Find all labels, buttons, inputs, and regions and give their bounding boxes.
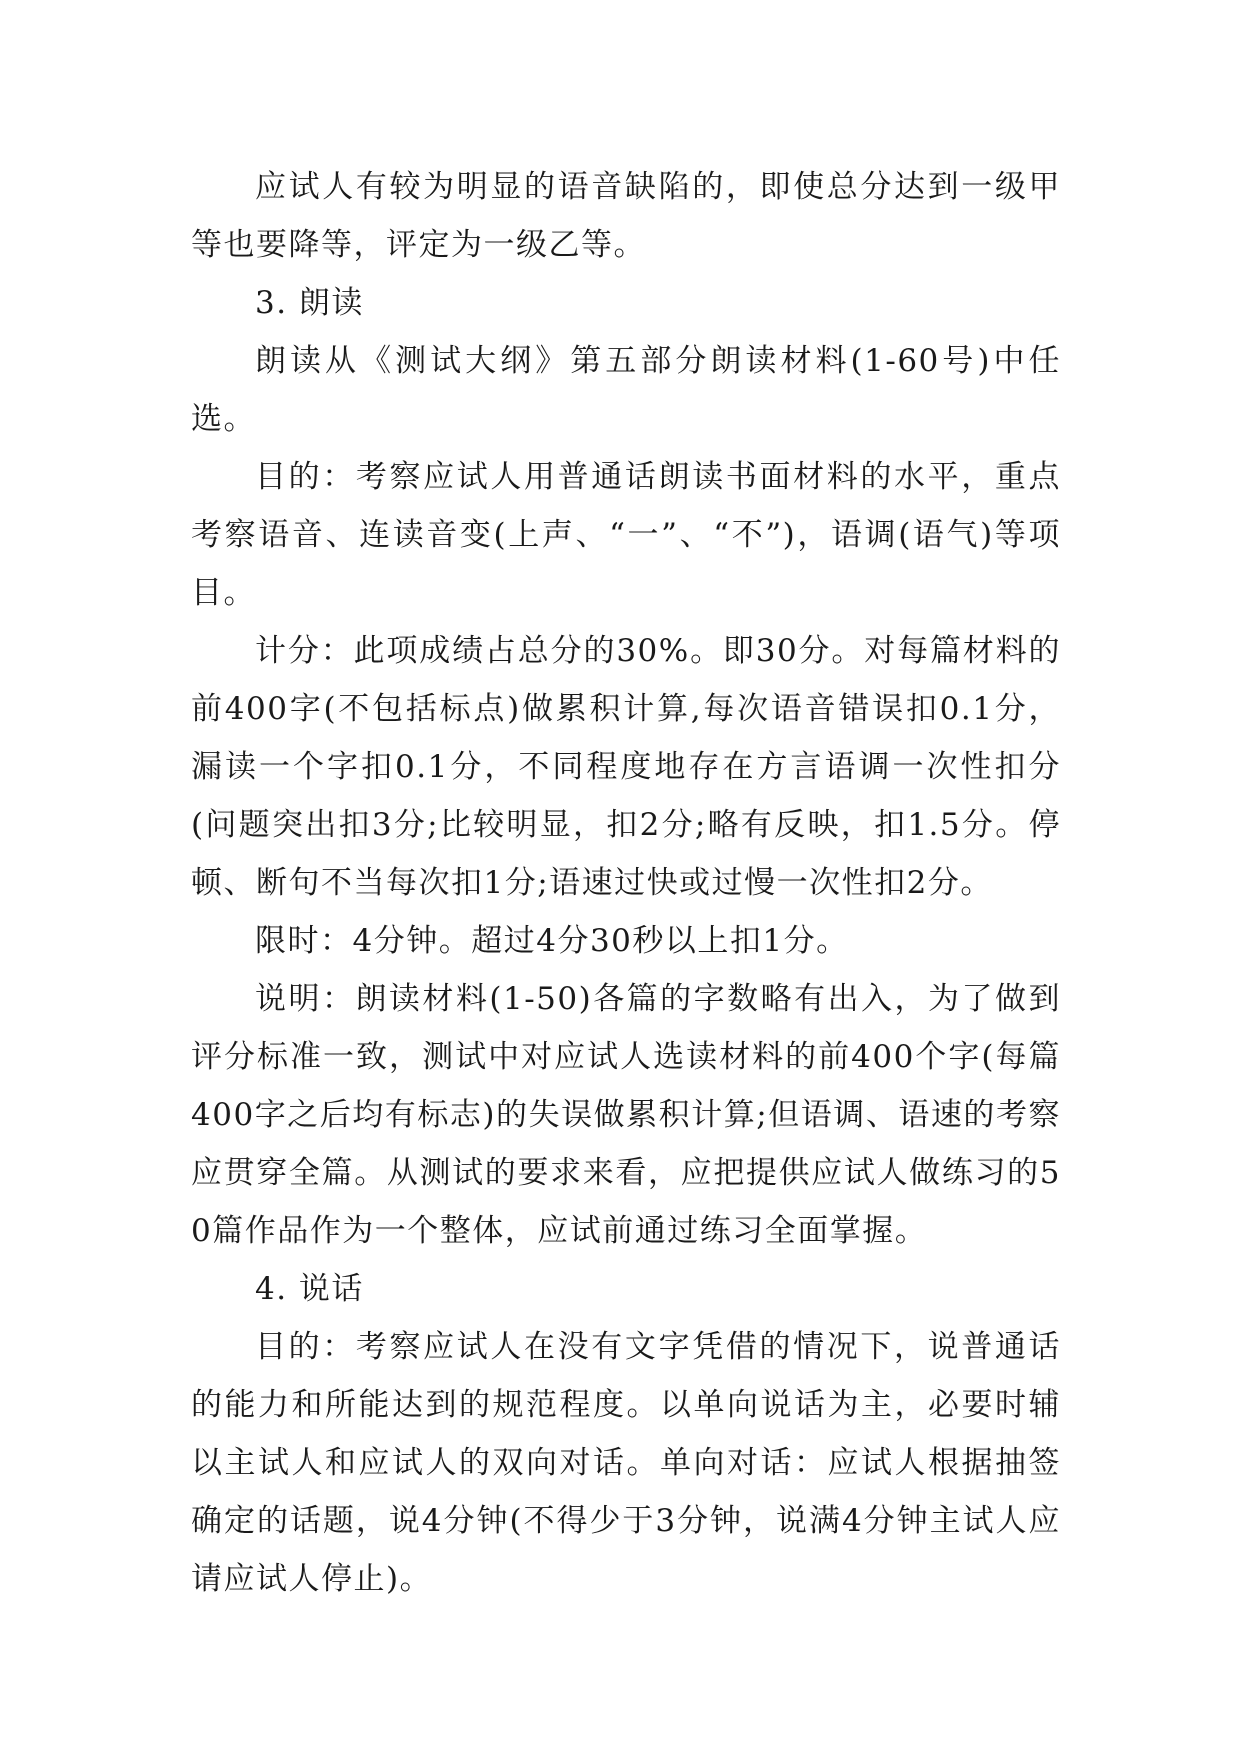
paragraph-reading-source: 朗读从《测试大纲》第五部分朗读材料(1-60号)中任选。: [191, 343, 1061, 437]
document-body: [191, 158, 1061, 1608]
paragraph-speaking-purpose: 目的：考察应试人在没有文字凭借的情况下，说普通话的能力和所能达到的规范程度。以单向说话为主，必要时辅以主试人和应试人的双向对话。单向对话：应试人根据抽签确定的话题，说4分钟(不得少于3分钟，说满4分钟主试人应请应试人停止)。: [191, 1329, 1061, 1597]
paragraph-tone-defect: 应试人有较为明显的语音缺陷的，即使总分达到一级甲等也要降等，评定为一级乙等。: [191, 169, 1061, 263]
paragraph-reading-purpose: 目的：考察应试人用普通话朗读书面材料的水平，重点考察语音、连读音变(上声、“一”、“不”)，语调(语气)等项目。: [191, 459, 1061, 611]
section-heading-speaking: 4. 说话: [255, 1271, 364, 1307]
paragraph-reading-time-limit: 限时：4分钟。超过4分30秒以上扣1分。: [255, 923, 849, 959]
paragraph-reading-notes: 说明：朗读材料(1-50)各篇的字数略有出入，为了做到评分标准一致，测试中对应试人选读材料的前400个字(每篇400字之后均有标志)的失误做累积计算;但语调、语速的考察应贯穿全篇。从测试的要求来看，应把提供应试人做练习的50篇作品作为一个整体，应试前通过练习全面掌握。: [191, 981, 1061, 1249]
paragraph-reading-scoring: 计分：此项成绩占总分的30%。即30分。对每篇材料的前400字(不包括标点)做累积计算,每次语音错误扣0.1分，漏读一个字扣0.1分，不同程度地存在方言语调一次性扣分(问题突出扣3分;比较明显，扣2分;略有反映，扣1.5分。停顿、断句不当每次扣1分;语速过快或过慢一次性扣2分。: [191, 633, 1061, 901]
section-heading-reading: 3. 朗读: [255, 285, 364, 321]
